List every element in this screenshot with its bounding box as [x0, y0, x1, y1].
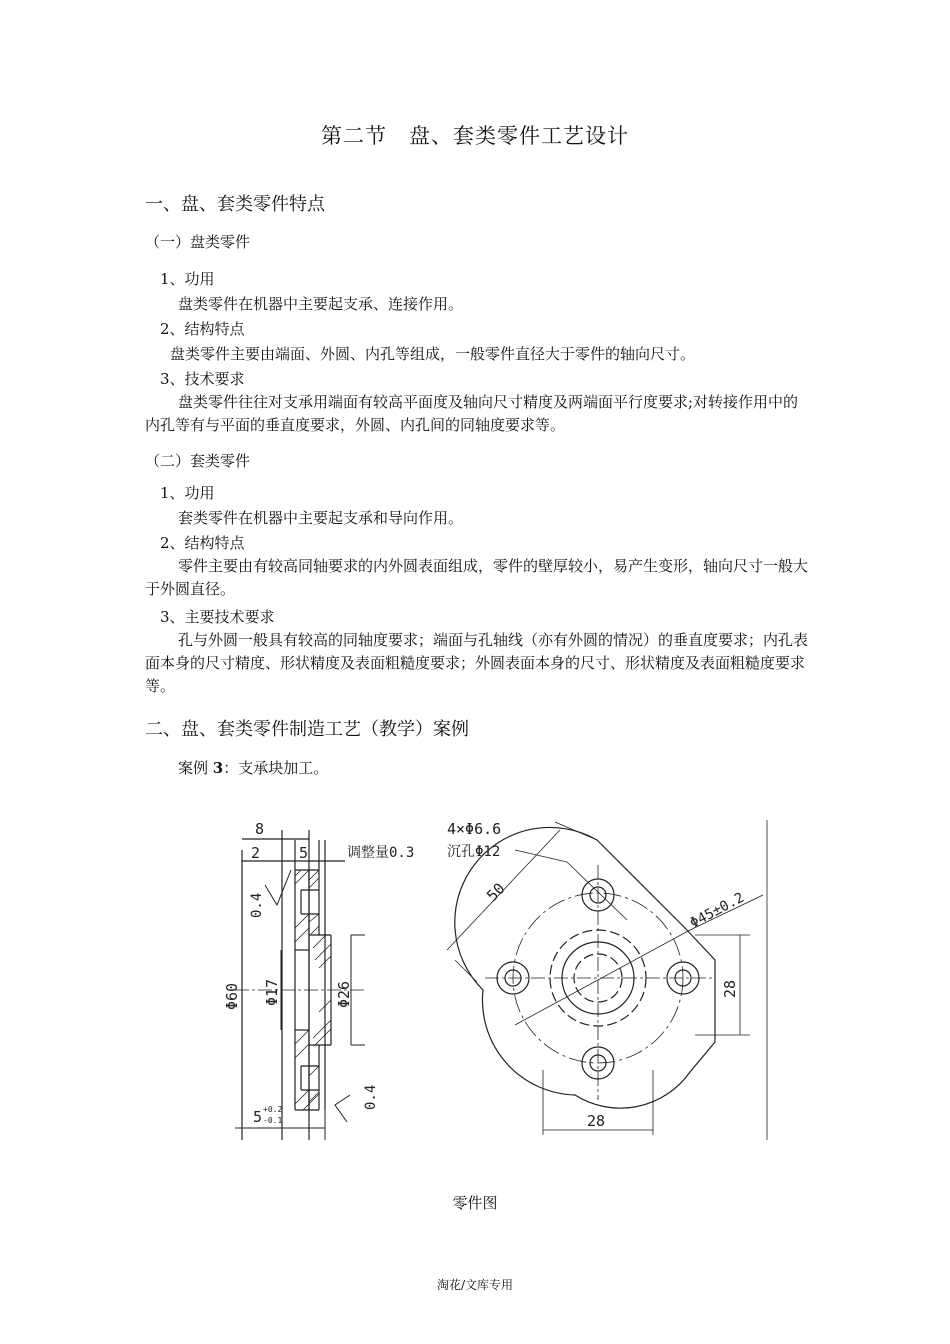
part-drawing: [215, 810, 775, 1145]
dim-phi45: Φ45±0.2: [687, 889, 747, 932]
item-requirements-1: 3、技术要求: [160, 370, 245, 388]
item-structure-2: 2、结构特点: [160, 534, 245, 552]
item-function-2-text: 套类零件在机器中主要起支承和导向作用。: [178, 509, 464, 527]
dim-28-vertical: 28: [721, 979, 739, 998]
page-title: 第二节 盘、套类零件工艺设计: [321, 124, 629, 148]
dim-phi26: Φ26: [335, 980, 353, 1008]
dim-5-tolerance: 5: [253, 1108, 263, 1126]
dim-5: 5: [299, 844, 309, 862]
roughness-0-4-bottom: 0.4: [363, 1084, 379, 1110]
adjust-allowance: 调整量0.3: [347, 845, 415, 861]
page-footer: 淘花/文库专用: [436, 1278, 514, 1292]
item-function-1: 1、功用: [160, 270, 215, 288]
item-requirements-2: 3、主要技术要求: [160, 608, 275, 626]
section-heading-1: 一、盘、套类零件特点: [145, 194, 325, 215]
holes-spec: 4×Φ6.6: [447, 820, 502, 838]
counterbore-spec: 沉孔Φ12: [447, 844, 501, 860]
item-function-1-text: 盘类零件在机器中主要起支承、连接作用。: [178, 295, 464, 313]
figure-caption: 零件图: [452, 1194, 498, 1212]
subsection-sleeve-parts: （二）套类零件: [145, 452, 251, 470]
dim-phi60: Φ60: [223, 982, 241, 1010]
item-requirements-2-text: 孔与外圆一般具有较高的同轴度要求；端面与孔轴线（亦有外圆的情况）的垂直度要求；内孔表面本身的尺寸精度、形状精度及表面粗糙度要求；外圆表面本身的尺寸、形状精度及表面粗糙度要求等。: [145, 631, 809, 695]
roughness-0-4-top: 0.4: [249, 892, 265, 918]
item-structure-2-text: 零件主要由有较高同轴要求的内外圆表面组成，零件的壁厚较小，易产生变形，轴向尺寸一般大于外圆直径。: [145, 557, 809, 598]
subsection-disc-parts: （一）盘类零件: [145, 233, 251, 251]
item-structure-1-text: 盘类零件主要由端面、外圆、内孔等组成，一般零件直径大于零件的轴向尺寸。: [170, 345, 696, 363]
dim-8: 8: [255, 820, 265, 838]
dim-50: 50: [483, 879, 509, 905]
tolerance-lower: -0.1: [263, 1116, 283, 1125]
section-heading-2: 二、盘、套类零件制造工艺（教学）案例: [145, 719, 469, 740]
case-prefix: 案例: [178, 759, 209, 777]
tolerance-upper: +0.2: [263, 1105, 283, 1114]
item-structure-1: 2、结构特点: [160, 320, 245, 338]
dim-phi17: Φ17: [263, 978, 281, 1006]
item-requirements-1-text: 盘类零件往往对支承用端面有较高平面度及轴向尺寸精度及两端面平行度要求;对转接作用中的内孔等有与平面的垂直度要求，外圆、内孔间的同轴度要求等。: [145, 393, 799, 434]
item-function-2: 1、功用: [160, 484, 215, 502]
dim-28-horizontal: 28: [587, 1112, 606, 1130]
dim-2: 2: [251, 844, 261, 862]
case-number: 3: [212, 759, 224, 777]
case-line: [178, 757, 328, 778]
case-text: ：支承块加工。: [223, 759, 329, 777]
